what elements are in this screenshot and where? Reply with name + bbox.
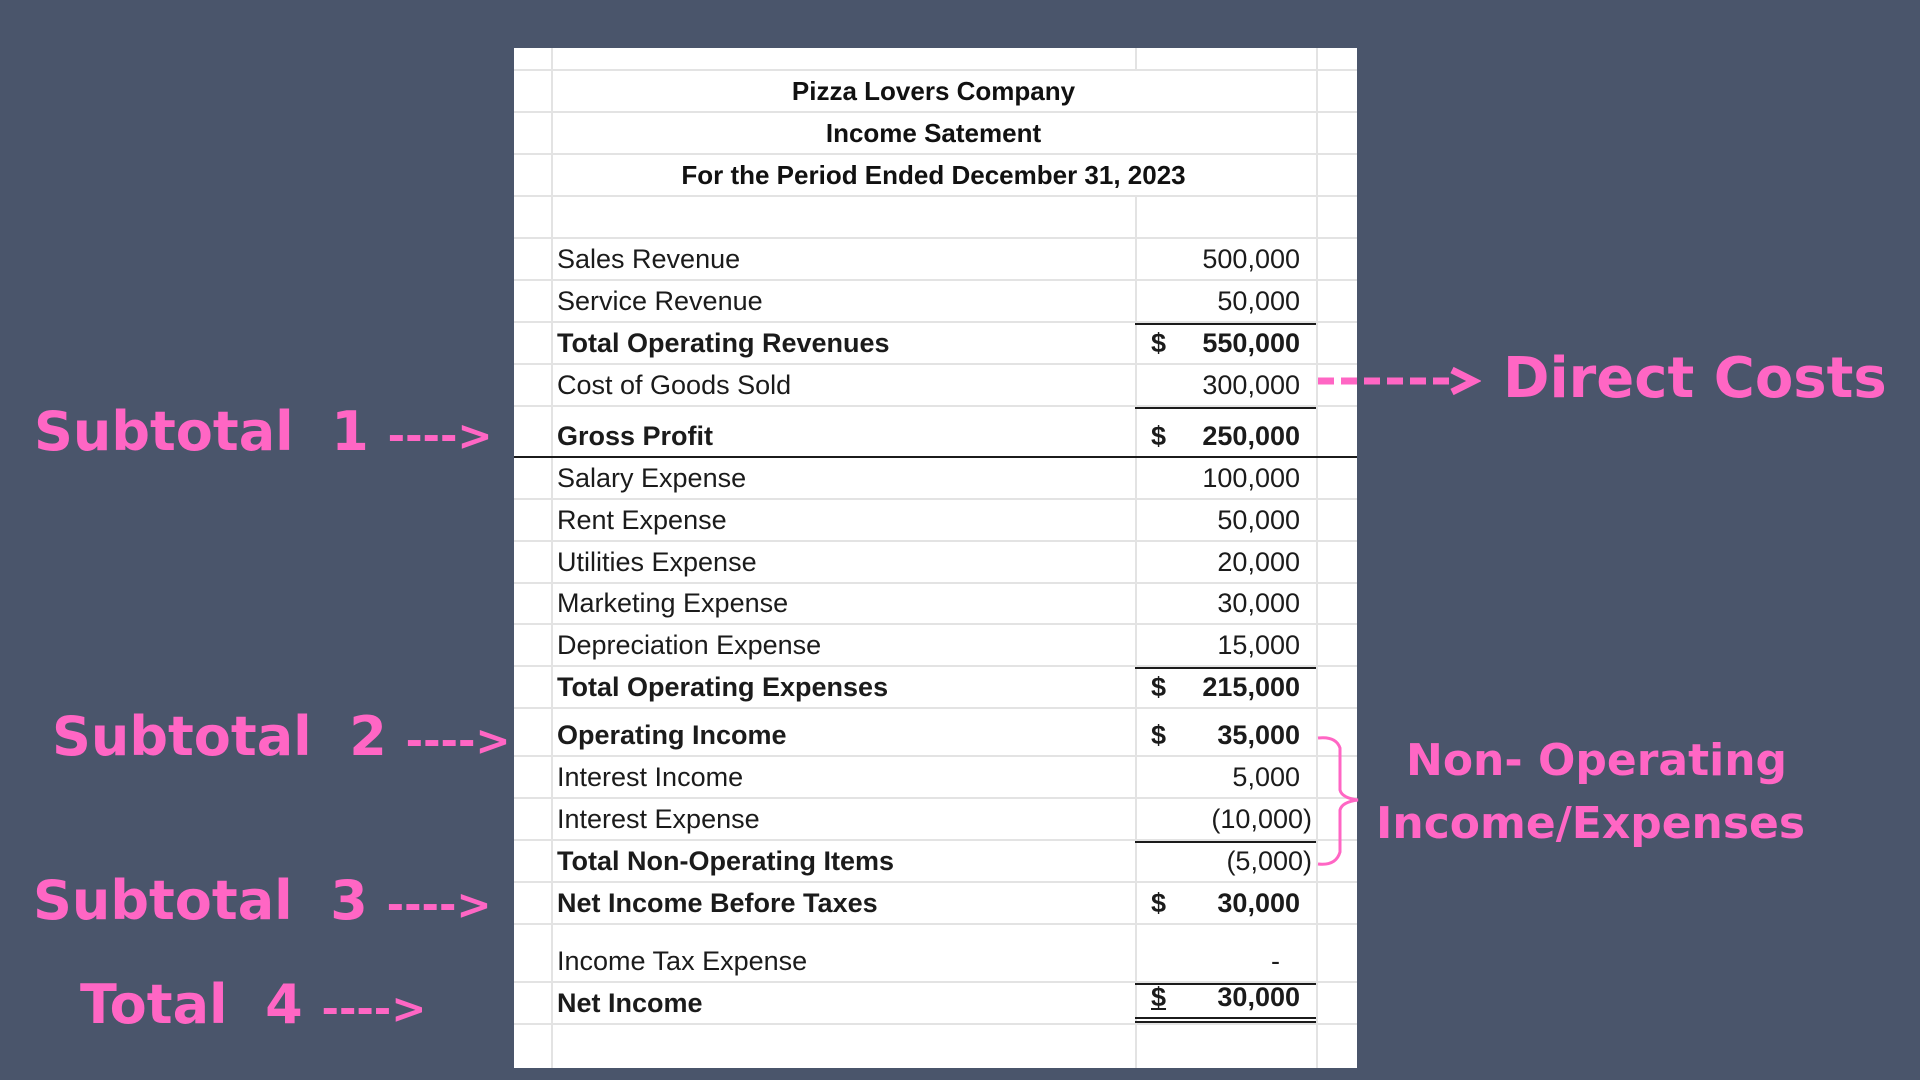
table-row <box>514 458 1357 500</box>
arrow-right-icon: ----> <box>386 880 492 929</box>
table-row <box>514 239 1357 281</box>
row-value <box>1135 799 1316 839</box>
table-row <box>514 584 1357 625</box>
table-row-total <box>514 667 1357 709</box>
row-label: Marketing Expense <box>557 588 789 618</box>
row-label: Interest Income <box>557 762 744 792</box>
header-company-row <box>514 71 1357 113</box>
arrow-right-icon: ----> <box>387 411 493 460</box>
row-value <box>1135 458 1316 498</box>
row-value <box>1135 925 1316 981</box>
non-operating-label-line1: Non- Operating <box>1406 735 1788 786</box>
row-label: Total Operating Revenues <box>557 328 890 358</box>
amount: (10,000) <box>1211 804 1312 834</box>
blank-row <box>514 197 1357 239</box>
table-row-subtotal <box>514 883 1357 925</box>
table-row <box>514 542 1357 584</box>
row-value <box>1135 542 1316 582</box>
table-row <box>514 625 1357 667</box>
subtotal-2-text: Subtotal 2 <box>52 705 387 768</box>
direct-costs-label: Direct Costs <box>1503 346 1887 411</box>
table-row-subtotal <box>514 709 1357 757</box>
table-row <box>514 757 1357 799</box>
amount: 100,000 <box>1202 463 1300 493</box>
blank-row <box>514 1025 1357 1068</box>
amount: 15,000 <box>1217 630 1300 660</box>
amount: 50,000 <box>1217 286 1300 316</box>
row-value <box>1135 239 1316 279</box>
table-row <box>514 500 1357 542</box>
row-value <box>1135 500 1316 540</box>
row-label: Income Tax Expense <box>557 946 808 976</box>
table-row-total <box>514 983 1357 1025</box>
amount: 35,000 <box>1217 720 1300 750</box>
row-value <box>1135 584 1316 623</box>
amount: 30,000 <box>1217 888 1300 918</box>
arrow-right-icon: ----> <box>405 716 511 765</box>
table-row-total <box>514 841 1357 883</box>
row-value <box>1135 407 1316 456</box>
income-statement-sheet <box>514 48 1357 1068</box>
gridline-col-c <box>1135 197 1137 237</box>
row-label: Sales Revenue <box>557 244 741 274</box>
amount: 500,000 <box>1202 244 1300 274</box>
table-row <box>514 365 1357 407</box>
subtotal-3-label <box>33 869 492 932</box>
row-label: Net Income <box>557 988 703 1018</box>
table-row <box>514 281 1357 323</box>
amount: 550,000 <box>1202 328 1300 358</box>
amount: 5,000 <box>1232 762 1300 792</box>
amount: 20,000 <box>1217 547 1300 577</box>
amount: 50,000 <box>1217 505 1300 535</box>
currency-symbol: $ <box>1151 982 1167 1012</box>
row-label: Rent Expense <box>557 505 727 535</box>
header-period-row <box>514 155 1357 197</box>
currency-symbol: $ <box>1151 720 1167 750</box>
row-value <box>1135 983 1316 1023</box>
currency-symbol: $ <box>1151 421 1167 451</box>
subtotal-2-label <box>52 705 511 768</box>
gridline-col-c <box>1135 48 1137 69</box>
table-row-subtotal <box>514 407 1357 458</box>
row-label: Total Non-Operating Items <box>557 846 895 876</box>
gridline-col-c <box>1135 1025 1137 1068</box>
row-label: Net Income Before Taxes <box>557 888 878 918</box>
non-operating-label-line2: Income/Expenses <box>1376 798 1806 849</box>
subtotal-1-text: Subtotal 1 <box>34 400 369 463</box>
row-label: Service Revenue <box>557 286 763 316</box>
subtotal-3-text: Subtotal 3 <box>33 869 368 932</box>
row-value <box>1135 667 1316 707</box>
header-title-row <box>514 113 1357 155</box>
statement-period: For the Period Ended December 31, 2023 <box>681 159 1186 190</box>
total-4-label <box>80 973 426 1036</box>
row-value <box>1135 883 1316 923</box>
row-value <box>1135 323 1316 363</box>
row-label: Depreciation Expense <box>557 630 822 660</box>
row-value <box>1135 365 1316 405</box>
blank-row <box>514 48 1357 71</box>
amount: 250,000 <box>1202 421 1300 451</box>
arrow-right-icon: ----> <box>321 984 427 1033</box>
amount: (5,000) <box>1226 846 1312 876</box>
row-value <box>1135 841 1316 881</box>
row-label: Utilities Expense <box>557 547 757 577</box>
row-value <box>1135 757 1316 797</box>
row-label: Total Operating Expenses <box>557 672 889 702</box>
dashed-arrow-icon <box>1316 366 1481 396</box>
row-label: Operating Income <box>557 720 787 750</box>
row-label: Salary Expense <box>557 463 747 493</box>
currency-symbol: $ <box>1151 888 1167 918</box>
amount: 30,000 <box>1217 588 1300 618</box>
total-4-text: Total 4 <box>80 973 303 1036</box>
amount: 215,000 <box>1202 672 1300 702</box>
curly-brace-icon <box>1314 734 1366 870</box>
row-value <box>1135 709 1316 755</box>
table-row <box>514 799 1357 841</box>
amount: 30,000 <box>1217 982 1300 1012</box>
currency-symbol: $ <box>1151 328 1167 358</box>
subtotal-1-label <box>34 400 493 463</box>
amount: 300,000 <box>1202 370 1300 400</box>
statement-title: Income Satement <box>825 117 1042 148</box>
table-row-total <box>514 323 1357 365</box>
currency-symbol: $ <box>1151 672 1167 702</box>
company-name: Pizza Lovers Company <box>791 75 1076 106</box>
row-value <box>1135 281 1316 321</box>
table-row <box>514 925 1357 983</box>
amount: - <box>1271 946 1280 976</box>
row-label: Interest Expense <box>557 804 760 834</box>
row-value <box>1135 625 1316 665</box>
row-label: Gross Profit <box>557 421 714 451</box>
row-label: Cost of Goods Sold <box>557 370 792 400</box>
